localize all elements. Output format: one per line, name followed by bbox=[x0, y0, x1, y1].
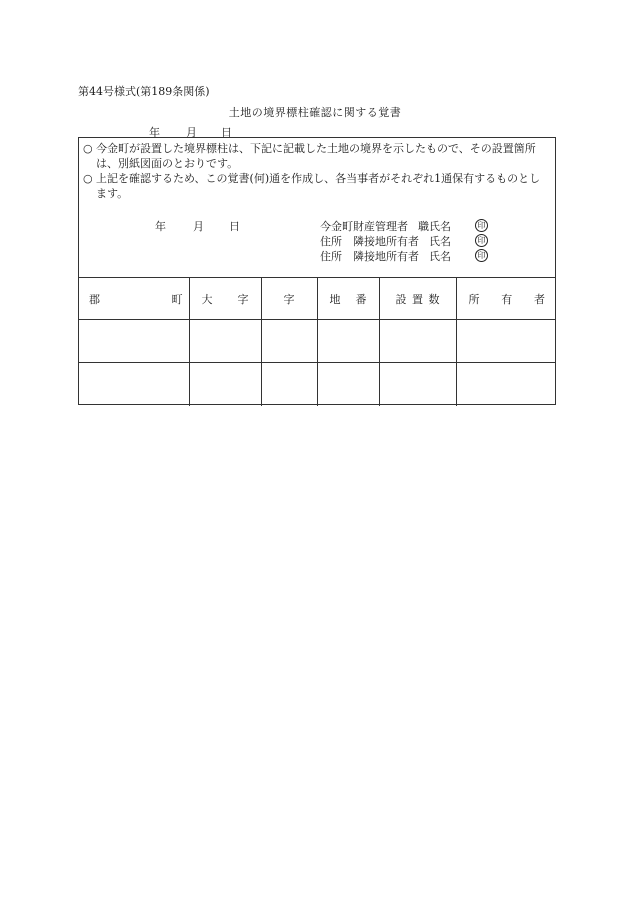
notice-text bbox=[83, 141, 551, 201]
table-header-row bbox=[79, 278, 555, 320]
table-cell[interactable] bbox=[317, 363, 379, 406]
header-installed-count bbox=[379, 278, 456, 320]
date-year-label: 年 bbox=[149, 126, 160, 139]
notice-item-text: 上記を確認するため、この覚書(何)通を作成し、各当事者がそれぞれ1通保有するものとします。 bbox=[96, 172, 541, 200]
name-label: 職氏名 bbox=[418, 220, 451, 233]
sig-date-year: 年 bbox=[155, 220, 166, 233]
header-aza bbox=[261, 278, 317, 320]
circle-bullet: ○ bbox=[83, 172, 93, 185]
signatory-role: 住所 隣接地所有者 bbox=[320, 250, 419, 263]
land-boundary-table bbox=[79, 277, 555, 406]
header-char: 者 bbox=[534, 292, 545, 306]
header-char: 字 bbox=[237, 292, 249, 306]
header-lot-number bbox=[317, 278, 379, 320]
seal-mark: 印 bbox=[475, 249, 488, 262]
signature-row-manager bbox=[320, 218, 451, 234]
table-cell[interactable] bbox=[317, 320, 379, 363]
table-cell[interactable] bbox=[261, 363, 317, 406]
table-row bbox=[79, 363, 555, 406]
table-row bbox=[79, 320, 555, 363]
header-char: 設 bbox=[395, 292, 407, 306]
header-char: 大 bbox=[201, 292, 213, 306]
seal-mark: 印 bbox=[475, 219, 488, 232]
sig-date-month: 月 bbox=[193, 220, 204, 233]
notice-item bbox=[83, 141, 551, 171]
document-title: 土地の境界標柱確認に関する覚書 bbox=[228, 106, 402, 119]
table-cell[interactable] bbox=[379, 320, 456, 363]
header-char: 番 bbox=[355, 292, 367, 306]
header-char: 所 bbox=[468, 292, 480, 306]
notice-item bbox=[83, 171, 551, 201]
name-label: 氏名 bbox=[429, 250, 451, 263]
table-cell[interactable] bbox=[379, 363, 456, 406]
document-date bbox=[0, 124, 630, 138]
header-char: 字 bbox=[283, 292, 295, 306]
signature-row-neighbor bbox=[320, 233, 451, 249]
signatory-role: 住所 隣接地所有者 bbox=[320, 235, 419, 248]
sig-date-day: 日 bbox=[229, 220, 240, 233]
header-char: 郡 bbox=[89, 292, 100, 306]
header-county-town bbox=[79, 278, 189, 320]
header-char: 有 bbox=[501, 292, 513, 306]
table-cell[interactable] bbox=[456, 363, 555, 406]
memorandum-form bbox=[78, 137, 556, 405]
table-cell[interactable] bbox=[456, 320, 555, 363]
header-char: 数 bbox=[428, 292, 440, 306]
header-owner bbox=[456, 278, 555, 320]
table-cell[interactable] bbox=[79, 363, 189, 406]
header-char: 地 bbox=[329, 292, 341, 306]
date-month-label: 月 bbox=[186, 126, 197, 139]
date-day-label: 日 bbox=[221, 126, 232, 139]
signatory-role: 今金町財産管理者 bbox=[320, 220, 408, 233]
notice-item-text: 今金町が設置した境界標柱は、下記に記載した土地の境界を示したもので、その設置箇所は、別紙図面のとおりです。 bbox=[96, 142, 536, 170]
signature-row-neighbor bbox=[320, 248, 451, 264]
table-cell[interactable] bbox=[189, 363, 261, 406]
table-cell[interactable] bbox=[189, 320, 261, 363]
header-char: 町 bbox=[171, 292, 183, 306]
table-cell[interactable] bbox=[79, 320, 189, 363]
table-cell[interactable] bbox=[261, 320, 317, 363]
circle-bullet: ○ bbox=[83, 142, 93, 155]
form-number: 第44号様式(第189条関係) bbox=[78, 85, 210, 98]
name-label: 氏名 bbox=[429, 235, 451, 248]
header-char: 置 bbox=[412, 292, 423, 306]
seal-mark: 印 bbox=[475, 234, 488, 247]
header-oaza bbox=[189, 278, 261, 320]
